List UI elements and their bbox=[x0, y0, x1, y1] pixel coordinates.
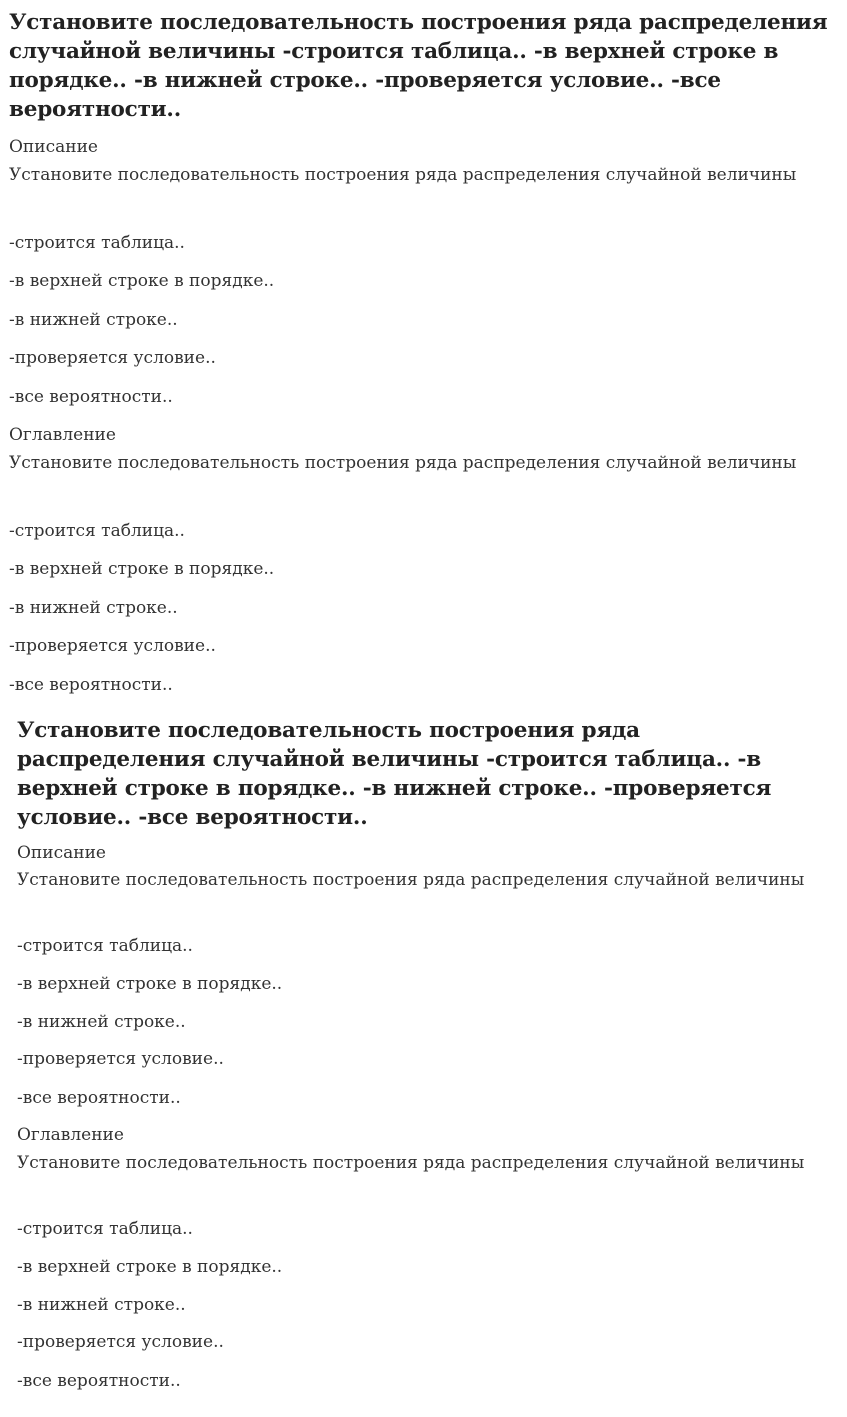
toc-item: -проверяется условие.. bbox=[9, 636, 216, 656]
step-item: -проверяется условие.. bbox=[9, 348, 216, 368]
step-item: -строится таблица.. bbox=[17, 936, 193, 956]
step-item: -в верхней строке в порядке.. bbox=[17, 974, 283, 994]
toc-label: Оглавление bbox=[9, 425, 116, 445]
description-label: Описание bbox=[17, 843, 106, 863]
toc-item: -строится таблица.. bbox=[9, 521, 185, 541]
description-label: Описание bbox=[9, 137, 98, 157]
toc-item: -в верхней строке в порядке.. bbox=[17, 1257, 283, 1277]
toc-item: -проверяется условие.. bbox=[17, 1332, 224, 1352]
step-item: -в нижней строке.. bbox=[9, 310, 178, 330]
toc-item: -все вероятности.. bbox=[17, 1371, 181, 1391]
step-item: -строится таблица.. bbox=[9, 233, 185, 253]
toc-item: -в верхней строке в порядке.. bbox=[9, 559, 275, 579]
toc-label: Оглавление bbox=[17, 1125, 124, 1145]
step-item: -все вероятности.. bbox=[17, 1088, 181, 1108]
toc-text: Установите последовательность построения ряда распределения случайной величины bbox=[17, 1153, 805, 1173]
toc-item: -в нижней строке.. bbox=[17, 1295, 186, 1315]
toc-text: Установите последовательность построения ряда распределения случайной величины bbox=[9, 453, 797, 473]
step-item: -проверяется условие.. bbox=[17, 1049, 224, 1069]
toc-item: -в нижней строке.. bbox=[9, 598, 178, 618]
toc-item: -строится таблица.. bbox=[17, 1219, 193, 1239]
article-title: Установите последовательность построения ряда распределения случайной величины -строится таблица.. -в верхней строке в порядке.. -в нижней строке.. -проверяется условие.. -все вероятности.. bbox=[9, 10, 828, 122]
description-text: Установите последовательность построения ряда распределения случайной величины bbox=[17, 870, 805, 890]
step-item: -в нижней строке.. bbox=[17, 1012, 186, 1032]
description-text: Установите последовательность построения ряда распределения случайной величины bbox=[9, 165, 797, 185]
toc-item: -все вероятности.. bbox=[9, 675, 173, 695]
step-item: -в верхней строке в порядке.. bbox=[9, 271, 275, 291]
step-item: -все вероятности.. bbox=[9, 387, 173, 407]
article-title: Установите последовательность построения ряда распределения случайной величины -строится таблица.. -в верхней строке в порядке.. -в нижней строке.. -проверяется условие.. -все вероятности.. bbox=[17, 718, 772, 830]
